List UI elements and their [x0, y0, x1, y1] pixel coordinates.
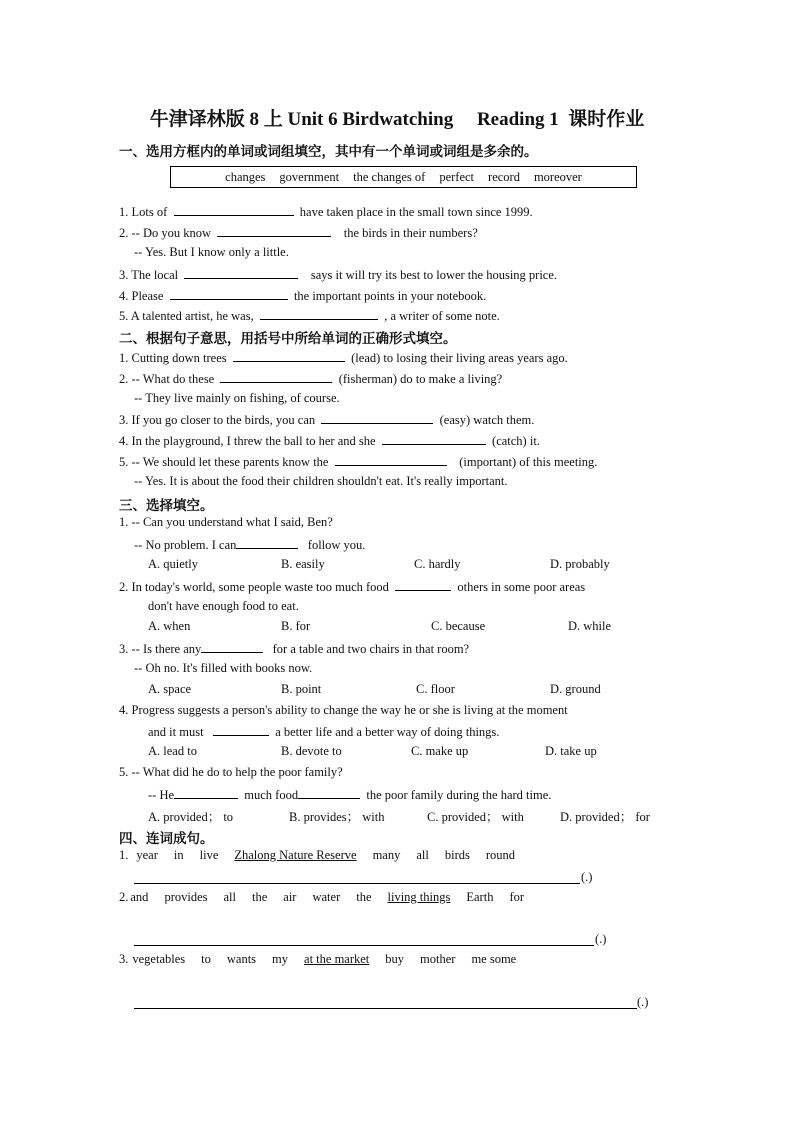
question: 2. -- What do these (fisherman) do to make a living?	[119, 372, 503, 386]
question-reply: -- No problem. I can follow you.	[134, 538, 366, 552]
question-reply: -- He much food the poor family during the hard time.	[148, 788, 552, 802]
sentence-end: (.)	[595, 932, 607, 946]
word-option: record	[488, 169, 520, 184]
question: 1. -- Can you understand what I said, Ben?	[119, 515, 333, 529]
scrambled-word: provides	[164, 890, 208, 904]
option-b[interactable]: B. easily	[281, 557, 325, 571]
scrambled-word: mother	[420, 952, 456, 966]
question: 4. Progress suggests a person's ability to change the way he or she is living at the moment	[119, 703, 568, 717]
question-reply: -- They live mainly on fishing, of course.	[134, 391, 340, 405]
scrambled-word: the	[356, 890, 372, 904]
option-c[interactable]: C. provided； with	[427, 810, 524, 824]
answer-blank[interactable]	[335, 453, 447, 466]
option-c[interactable]: C. because	[431, 619, 486, 633]
scrambled-word: vegetables	[132, 952, 186, 966]
question-continuation: don't have enough food to eat.	[148, 599, 299, 613]
answer-blank[interactable]	[174, 203, 294, 216]
option-b[interactable]: B. devote to	[281, 744, 342, 758]
answer-blank[interactable]	[298, 786, 360, 799]
option-a[interactable]: A. quietly	[148, 557, 198, 571]
question: 3. vegetables to wants my at the market buy mother me some	[119, 952, 517, 966]
option-c[interactable]: C. floor	[416, 682, 455, 696]
scrambled-word: to	[201, 952, 211, 966]
question: 1. Lots of have taken place in the small town since 1999.	[119, 205, 533, 219]
scrambled-word: all	[416, 848, 429, 862]
question: 5. A talented artist, he was, , a writer of some note.	[119, 309, 500, 323]
word-option: changes	[225, 169, 266, 184]
scrambled-word: Earth	[466, 890, 494, 904]
question: 1. year in live Zhalong Nature Reserve many all birds round	[119, 848, 516, 862]
section1-heading: 一、选用方框内的单词或词组填空，其中有一个单词或词组是多余的。	[119, 144, 538, 160]
page-title: 牛津译林版 8 上 Unit 6 Birdwatching Reading 1 课时作业	[149, 109, 645, 130]
answer-blank[interactable]	[382, 432, 486, 445]
answer-blank[interactable]	[174, 786, 238, 799]
scrambled-word: buy	[385, 952, 405, 966]
answer-line[interactable]	[134, 882, 580, 884]
answer-blank[interactable]	[236, 536, 298, 549]
scrambled-word: in	[173, 848, 184, 862]
scrambled-word: for	[509, 890, 525, 904]
question-continuation: and it must a better life and a better way of doing things.	[148, 725, 500, 739]
answer-line[interactable]	[134, 1007, 637, 1009]
answer-blank[interactable]	[260, 307, 378, 320]
question: 4. Please the important points in your notebook.	[119, 289, 487, 303]
option-b[interactable]: B. point	[281, 682, 322, 696]
answer-blank[interactable]	[201, 640, 263, 653]
answer-blank[interactable]	[170, 287, 288, 300]
scrambled-word: living things	[387, 890, 451, 904]
question: 2. In today's world, some people waste too much food others in some poor areas	[119, 580, 586, 594]
scrambled-word: and	[130, 890, 149, 904]
question: 2. -- Do you know the birds in their numbers?	[119, 226, 478, 240]
scrambled-word: air	[283, 890, 297, 904]
option-b[interactable]: B. for	[281, 619, 311, 633]
option-d[interactable]: D. probably	[550, 557, 610, 571]
question-reply: -- Yes. But I know only a little.	[134, 245, 289, 259]
question: 5. -- What did he do to help the poor family?	[119, 765, 343, 779]
section2-heading: 二、根据句子意思，用括号中所给单词的正确形式填空。	[119, 331, 457, 347]
scrambled-word: many	[372, 848, 401, 862]
option-a[interactable]: A. when	[148, 619, 191, 633]
option-c[interactable]: C. make up	[411, 744, 469, 758]
answer-blank[interactable]	[213, 723, 269, 736]
answer-blank[interactable]	[220, 370, 332, 383]
answer-line[interactable]	[134, 944, 594, 946]
question: 3. The local says it will try its best to lower the housing price.	[119, 268, 558, 282]
option-d[interactable]: D. ground	[550, 682, 601, 696]
word-box	[170, 166, 637, 188]
question: 4. In the playground, I threw the ball to her and she (catch) it.	[119, 434, 540, 448]
answer-blank[interactable]	[321, 411, 433, 424]
question: 5. -- We should let these parents know the (important) of this meeting.	[119, 455, 598, 469]
option-c[interactable]: C. hardly	[414, 557, 461, 571]
question: 2. and provides all the air water the living things Earth for	[119, 890, 525, 904]
scrambled-word: my	[272, 952, 289, 966]
scrambled-word: round	[485, 848, 516, 862]
scrambled-word: Zhalong Nature Reserve	[234, 848, 357, 862]
word-option: moreover	[533, 169, 582, 184]
option-a[interactable]: A. space	[148, 682, 192, 696]
scrambled-word: live	[199, 848, 219, 862]
scrambled-word: birds	[444, 848, 470, 862]
scrambled-word: at the market	[304, 952, 370, 966]
answer-blank[interactable]	[233, 349, 345, 362]
section4-heading: 四、连词成句。	[119, 831, 214, 847]
word-option: the changes of	[353, 169, 426, 184]
option-a[interactable]: A. lead to	[148, 744, 197, 758]
option-d[interactable]: D. take up	[545, 744, 597, 758]
option-d[interactable]: D. provided； for	[560, 810, 650, 824]
answer-blank[interactable]	[395, 578, 451, 591]
question-reply: -- Oh no. It's filled with books now.	[134, 661, 313, 675]
word-option: government	[279, 169, 340, 184]
word-option: perfect	[439, 169, 475, 184]
scrambled-word: me some	[471, 952, 517, 966]
section3-heading: 三、选择填空。	[119, 498, 214, 514]
answer-blank[interactable]	[184, 266, 298, 279]
sentence-end: (.)	[637, 995, 649, 1009]
question: 3. If you go closer to the birds, you can (easy) watch them.	[119, 413, 535, 427]
sentence-end: (.)	[581, 870, 593, 884]
question: 1. Cutting down trees (lead) to losing their living areas years ago.	[119, 351, 568, 365]
option-d[interactable]: D. while	[568, 619, 612, 633]
option-a[interactable]: A. provided； to	[148, 810, 234, 824]
question-reply: -- Yes. It is about the food their children shouldn't eat. It's really important.	[134, 474, 508, 488]
scrambled-word: wants	[226, 952, 257, 966]
answer-blank[interactable]	[217, 224, 331, 237]
scrambled-word: water	[312, 890, 341, 904]
option-b[interactable]: B. provides； with	[289, 810, 385, 824]
scrambled-word: all	[223, 890, 236, 904]
scrambled-word: the	[252, 890, 268, 904]
scrambled-word: year	[136, 848, 158, 862]
question: 3. -- Is there any for a table and two chairs in that room?	[119, 642, 470, 656]
